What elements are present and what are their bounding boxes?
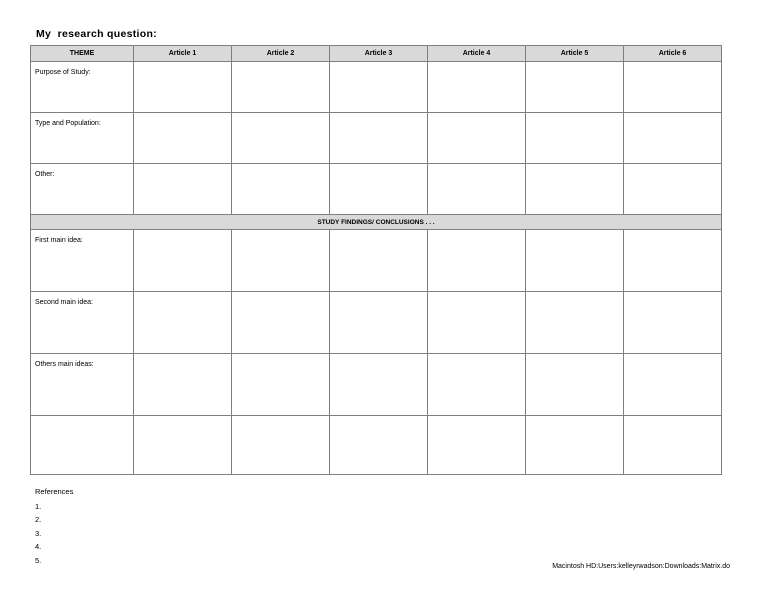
- table-cell[interactable]: [526, 416, 624, 475]
- table-cell[interactable]: [624, 354, 722, 416]
- table-cell[interactable]: [330, 416, 428, 475]
- header-row: [31, 46, 722, 62]
- table-cell[interactable]: [526, 354, 624, 416]
- table-cell[interactable]: [134, 62, 232, 113]
- table-row: [31, 230, 722, 292]
- table-row: [31, 354, 722, 416]
- row-label-cell: [31, 416, 134, 475]
- table-cell[interactable]: [428, 164, 526, 215]
- research-matrix-table: [30, 45, 722, 475]
- reference-item: 3.: [35, 528, 42, 538]
- table-cell[interactable]: [330, 62, 428, 113]
- row-label-cell: [31, 62, 134, 113]
- table-cell[interactable]: [134, 354, 232, 416]
- references-section: [35, 485, 73, 567]
- table-cell[interactable]: [624, 164, 722, 215]
- row-label: [31, 416, 133, 423]
- table-cell[interactable]: [330, 230, 428, 292]
- reference-item: 5.: [35, 555, 42, 565]
- table-cell[interactable]: [624, 292, 722, 354]
- table-cell[interactable]: [428, 113, 526, 164]
- footer-file-path: Macintosh HD:Users:kelleyrwadson:Downloads:Matrix.do: [552, 563, 730, 570]
- reference-item: 1.: [35, 501, 42, 511]
- table-cell[interactable]: [624, 62, 722, 113]
- table-cell[interactable]: [232, 354, 330, 416]
- table-cell[interactable]: [330, 354, 428, 416]
- column-header: THEME: [31, 46, 134, 62]
- table-cell[interactable]: [428, 62, 526, 113]
- research-question-label: My research question:: [36, 28, 157, 40]
- row-label: Other:: [35, 171, 55, 178]
- row-label: Others main ideas:: [35, 361, 94, 368]
- table-cell[interactable]: [134, 113, 232, 164]
- table-cell[interactable]: [134, 230, 232, 292]
- table-cell[interactable]: [624, 113, 722, 164]
- table-row: [31, 416, 722, 475]
- table-cell[interactable]: [232, 113, 330, 164]
- row-label: Second main idea:: [35, 299, 93, 306]
- findings-banner-row: [31, 215, 722, 230]
- table-cell[interactable]: [526, 292, 624, 354]
- references-title: References: [35, 487, 74, 496]
- column-header: Article 3: [330, 46, 428, 62]
- table-cell[interactable]: [624, 230, 722, 292]
- table-cell[interactable]: [232, 292, 330, 354]
- row-label: First main idea:: [35, 237, 83, 244]
- table-row: [31, 292, 722, 354]
- table-cell[interactable]: [428, 292, 526, 354]
- row-label-cell: [31, 164, 134, 215]
- table-cell[interactable]: [232, 416, 330, 475]
- findings-header: STUDY FINDINGS/ CONCLUSIONS . . .: [31, 215, 722, 230]
- table-cell[interactable]: [330, 164, 428, 215]
- row-label-cell: [31, 354, 134, 416]
- table-cell[interactable]: [526, 164, 624, 215]
- row-label-cell: [31, 113, 134, 164]
- column-header: Article 2: [232, 46, 330, 62]
- column-header: Article 5: [526, 46, 624, 62]
- row-label-cell: [31, 230, 134, 292]
- table-cell[interactable]: [232, 230, 330, 292]
- reference-item: 2.: [35, 515, 42, 524]
- table-row: [31, 164, 722, 215]
- row-label-cell: [31, 292, 134, 354]
- table-cell[interactable]: [330, 292, 428, 354]
- table-cell[interactable]: [526, 113, 624, 164]
- column-header: Article 4: [428, 46, 526, 62]
- table-cell[interactable]: [134, 164, 232, 215]
- table-cell[interactable]: [232, 62, 330, 113]
- row-label: Type and Population:: [35, 120, 101, 127]
- table-row: [31, 113, 722, 164]
- table-cell[interactable]: [330, 113, 428, 164]
- table-cell[interactable]: [526, 230, 624, 292]
- table-cell[interactable]: [232, 164, 330, 215]
- table-cell[interactable]: [134, 416, 232, 475]
- table-cell[interactable]: [134, 292, 232, 354]
- table-cell[interactable]: [428, 354, 526, 416]
- column-header: Article 1: [134, 46, 232, 62]
- row-label: Purpose of Study:: [35, 69, 91, 76]
- table-cell[interactable]: [428, 416, 526, 475]
- table-row: [31, 62, 722, 113]
- column-header: Article 6: [624, 46, 722, 62]
- table-cell[interactable]: [526, 62, 624, 113]
- table-cell[interactable]: [428, 230, 526, 292]
- table-cell[interactable]: [624, 416, 722, 475]
- reference-item: 4.: [35, 542, 42, 551]
